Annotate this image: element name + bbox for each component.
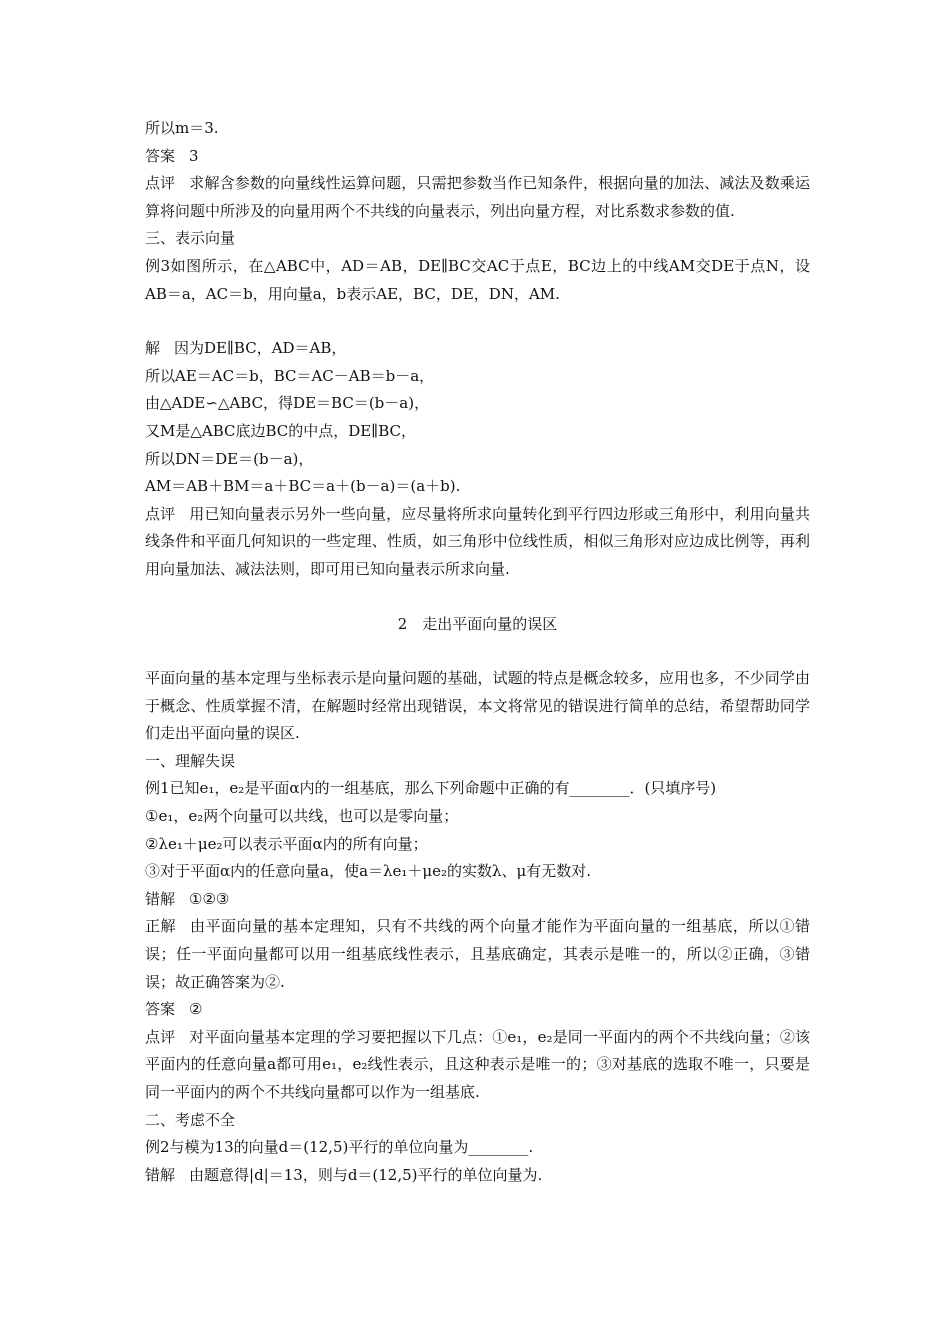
comment-paragraph bbox=[145, 501, 810, 584]
wrong-text: 由题意得|d|＝13，则与d＝(12,5)平行的单位向量为. bbox=[189, 1165, 543, 1184]
answer-value: ② bbox=[189, 1000, 203, 1019]
correct-solution bbox=[145, 913, 810, 996]
solution-line: 所以DN＝DE＝(b－a)， bbox=[145, 449, 314, 468]
answer-label: 答案 bbox=[145, 146, 176, 165]
solution-label: 解 bbox=[145, 339, 161, 358]
answer-label: 答案 bbox=[145, 1000, 176, 1019]
wrong-label: 错解 bbox=[145, 1165, 176, 1184]
answer-value: 3 bbox=[189, 146, 199, 165]
wrong-label: 错解 bbox=[145, 889, 176, 908]
option-item: ①e₁，e₂两个向量可以共线，也可以是零向量； bbox=[145, 807, 459, 826]
comment-paragraph bbox=[145, 1024, 810, 1107]
spacer bbox=[145, 308, 810, 335]
solution-line bbox=[145, 335, 810, 363]
example-2: 例2与模为13的向量d＝(12,5)平行的单位向量为________. bbox=[145, 1138, 534, 1157]
section-heading: 一、理解失误 bbox=[145, 751, 236, 770]
answer-line bbox=[145, 996, 810, 1024]
comment-text: 求解含参数的向量线性运算问题，只需把参数当作已知条件，根据向量的加法、减法及数乘运算将问题中所涉及的向量用两个不共线的向量表示，列出向量方程，对比系数求参数的值. bbox=[145, 174, 810, 220]
line-m: 所以m＝3. bbox=[145, 119, 219, 137]
option-item: ②λe₁＋μe₂可以表示平面α内的所有向量； bbox=[145, 834, 428, 853]
article-title: 2 走出平面向量的误区 bbox=[397, 614, 558, 633]
correct-text: 由平面向量的基本定理知，只有不共线的两个向量才能作为平面向量的一组基底，所以①错误；任一平面向量都可以用一组基底线性表示，且基底确定，其表示是唯一的，所以②正确，③错误；故正确答案为②. bbox=[145, 917, 810, 991]
comment-label: 点评 bbox=[145, 174, 176, 193]
example-3: 例3如图所示，在△ABC中，AD＝AB，DE∥BC交AC于点E，BC边上的中线AM交DE于点N，设AB＝a，AC＝b，用向量a，b表示AE，BC，DE，DN，AM. bbox=[145, 256, 810, 303]
intro-paragraph: 平面向量的基本定理与坐标表示是向量问题的基础，试题的特点是概念较多，应用也多，不少同学由于概念、性质掌握不清，在解题时经常出现错误，本文将常见的错误进行简单的总结，希望帮助同学们走出平面向量的误区. bbox=[145, 669, 810, 743]
section-heading: 三、表示向量 bbox=[145, 229, 236, 248]
correct-label: 正解 bbox=[145, 917, 177, 936]
comment-text: 对平面向量基本定理的学习要把握以下几点：①e₁，e₂是同一平面内的两个不共线向量；②该平面内的任意向量a都可用e₁，e₂线性表示，且这种表示是唯一的；③对基底的选取不唯一，只要是同一平面内的两个不共线向量都可以作为一组基底. bbox=[145, 1027, 810, 1101]
answer-line bbox=[145, 143, 810, 171]
example-1: 例1已知e₁，e₂是平面α内的一组基底，那么下列命题中正确的有________．(只填序号) bbox=[145, 779, 717, 798]
solution-line: 由△ADE∽△ABC，得DE＝BC＝(b－a)， bbox=[145, 394, 430, 413]
comment-text: 用已知向量表示另外一些向量，应尽量将所求向量转化到平行四边形或三角形中，利用向量共线条件和平面几何知识的一些定理、性质，如三角形中位线性质，相似三角形对应边成比例等，再利用向量加法、减法法则，即可用已知向量表示所求向量. bbox=[145, 504, 810, 578]
document-page bbox=[145, 115, 810, 1189]
wrong-value: ①②③ bbox=[189, 889, 230, 908]
comment-label: 点评 bbox=[145, 504, 176, 523]
solution-line: AM＝AB＋BM＝a＋BC＝a＋(b－a)＝(a＋b). bbox=[145, 477, 461, 496]
comment-paragraph bbox=[145, 170, 810, 225]
solution-line: 所以AE＝AC＝b，BC＝AC－AB＝b－a， bbox=[145, 366, 435, 385]
option-item: ③对于平面α内的任意向量a，使a＝λe₁＋μe₂的实数λ、μ有无数对. bbox=[145, 862, 592, 881]
spacer bbox=[145, 638, 810, 665]
solution-text: 因为DE∥BC，AD＝AB， bbox=[174, 339, 347, 358]
wrong-solution bbox=[145, 886, 810, 914]
comment-label: 点评 bbox=[145, 1027, 176, 1046]
wrong-solution bbox=[145, 1162, 810, 1190]
spacer bbox=[145, 584, 810, 611]
section-heading: 二、考虑不全 bbox=[145, 1110, 236, 1129]
solution-line: 又M是△ABC底边BC的中点，DE∥BC， bbox=[145, 421, 416, 440]
